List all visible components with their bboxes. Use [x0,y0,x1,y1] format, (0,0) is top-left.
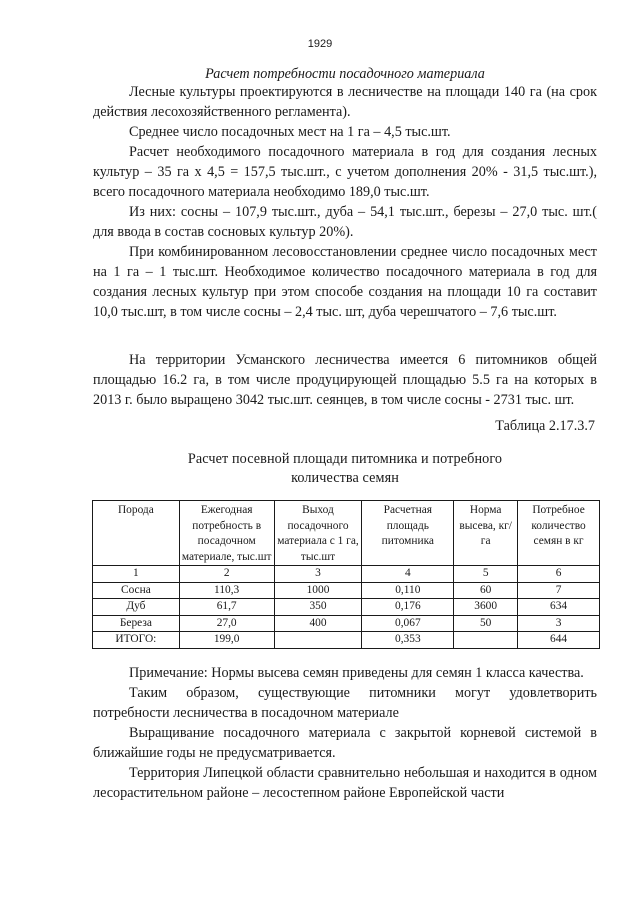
table-cell: 3 [518,615,600,632]
table-cell: 400 [274,615,362,632]
paragraph-conclusion: Таким образом, существующие питомники могут удовлетворить потребности лесничества в посадочном материале [93,684,597,721]
paragraph-combined-reforestation: При комбинированном лесовосстановлении среднее число посадочных мест на 1 га – 1 тыс.шт. Необходимое количество посадочного материала в год для создания лесных культур при этом способе создания на площади 10 га составит 10,0 тыс.шт, в том числе сосны – 2,4 тыс. шт, дуба черешчатого – 7,6 тыс.шт. [93,244,597,320]
header-annual-need: Ежегодная потребность в посадочном материале, тыс.шт [179,501,274,566]
seed-requirement-table [92,500,600,649]
section-title: Расчет потребности посадочного материала [205,66,485,82]
table-cell: 4 [362,566,454,583]
table-cell: 6 [518,566,600,583]
paragraph-nurseries: На территории Усманского лесничества имеется 6 питомников общей площадью 16.2 га, в том числе продуцирующей площадью 5.5 га на которых в 2013 г. было выращено 3042 тыс.шт. сеянцев, в том числе сосны - 2731 тыс. шт. [93,352,597,408]
table-cell: 1000 [274,582,362,599]
table-cell: Сосна [93,582,180,599]
header-nursery-area: Расчетная площадь питомника [362,501,454,566]
table-cell: 0,067 [362,615,454,632]
table-cell: 0,353 [362,632,454,649]
table-cell: 199,0 [179,632,274,649]
table-row-oak [93,599,600,616]
paragraph-planting-density: Среднее число посадочных мест на 1 га – 4,5 тыс.шт. [129,124,451,140]
table-cell: 3 [274,566,362,583]
header-species: Порода [93,501,180,566]
table-caption: Расчет посевной площади питомника и потребного количества семян [187,451,503,486]
table-row-pine [93,582,600,599]
table-cell: 61,7 [179,599,274,616]
page-content [93,64,597,803]
paragraph-closed-root: Выращивание посадочного материала с закрытой корневой системой в ближайшие годы не предусматривается. [93,724,597,761]
table-cell: 50 [454,615,518,632]
header-seed-need: Потребное количество семян в кг [518,501,600,566]
table-cell: 3600 [454,599,518,616]
table-cell: 0,110 [362,582,454,599]
table-cell: Дуб [93,599,180,616]
after-table-section [93,663,597,803]
table-cell: 350 [274,599,362,616]
table-cell [454,632,518,649]
table-row-total [93,632,600,649]
paragraph-material-calculation: Расчет необходимого посадочного материала в год для создания лесных культур – 35 га х 4,5 = 157,5 тыс.шт., с учетом дополнения 20% - 31,5 тыс.шт.), всего посадочного материала необходимо 189,0 тыс.шт. [93,144,597,200]
table-cell: 5 [454,566,518,583]
table-cell: 0,176 [362,599,454,616]
table-row-birch [93,615,600,632]
table-cell: 644 [518,632,600,649]
table-cell: 60 [454,582,518,599]
header-yield-per-ha: Выход посадочного материала с 1 га, тыс.шт [274,501,362,566]
table-header-row [93,501,600,566]
table-cell: 2 [179,566,274,583]
paragraph-note: Примечание: Нормы высева семян приведены для семян 1 класса качества. [129,664,584,681]
table-cell: 1 [93,566,180,583]
table-cell: 110,3 [179,582,274,599]
table-cell: 7 [518,582,600,599]
header-sowing-rate: Норма высева, кг/га [454,501,518,566]
table-cell: ИТОГО: [93,632,180,649]
page-number: 1929 [307,38,333,50]
table-number: Таблица 2.17.3.7 [495,418,595,434]
table-cell: Береза [93,615,180,632]
table-cell: 27,0 [179,615,274,632]
paragraph-gap [93,322,597,350]
paragraph-lipetsk-territory: Территория Липецкой области сравнительно небольшая и находится в одном лесорастительном районе – лесостепном районе Европейской части [93,764,597,801]
paragraph-forest-crops: Лесные культуры проектируются в лесничестве на площади 140 га (на срок действия лесохозяйственного регламента). [93,84,597,120]
paragraph-species-breakdown: Из них: сосны – 107,9 тыс.шт., дуба – 54,1 тыс.шт., березы – 27,0 тыс. шт.( для ввода в состав сосновых культур 20%). [93,204,597,240]
table-row-column-numbers [93,566,600,583]
table-cell [274,632,362,649]
table-cell: 634 [518,599,600,616]
